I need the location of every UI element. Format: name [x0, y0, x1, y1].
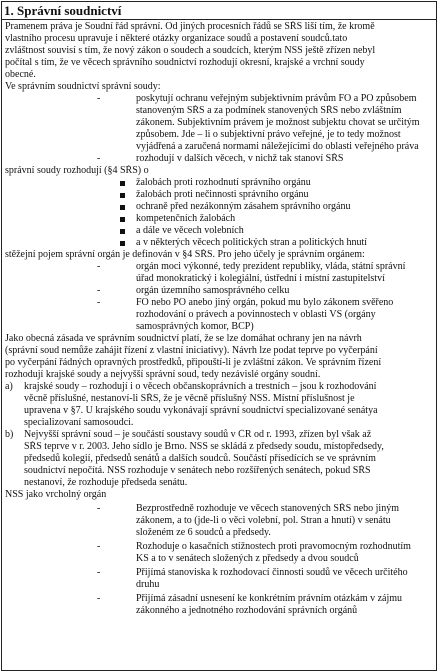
list-dash: - — [97, 593, 101, 604]
lettered-item-line: soudnictví nepočítá. NSS rozhoduje v senátech nebo rozšířených senátech, pokud SŘS — [24, 465, 371, 476]
section-heading: správní soudy rozhodují (§4 SŘS) o — [5, 165, 149, 176]
document-title: 1. Správní soudnictví — [4, 3, 122, 18]
list-dash: - — [97, 567, 101, 578]
paragraph-line: rozhodují krajské soudy a nejvyšší správní soud, tedy nezávislé orgány soudní. — [5, 369, 321, 380]
lettered-item-line: předsedů kolegií, předsedů senátů a dalších soudců. Součástí přísedících se ve správním — [24, 453, 376, 464]
list-item-line: KS a to v senátech složených z předsedy a dvou soudců — [136, 553, 359, 564]
paragraph-line: Jako obecná zásada ve správním soudnictví platí, že se lze domáhat ochrany jen na návrh — [5, 333, 362, 344]
intro-line: zvláštnost souvisí s tím, že nový zákon o soudech a soudcích, kterým NSS ještě zřízen nebyl — [5, 45, 376, 56]
list-item-line: kompetenčních žalobách — [136, 213, 236, 224]
intro-line: Pramenem práva je Soudní řád správní. Od jiných procesních řádů se SŘS liší tím, že kromě — [5, 21, 375, 32]
square-bullet-icon — [120, 193, 125, 198]
list-dash: - — [97, 261, 101, 272]
intro-line: počítal s tím, že ve věcech správního soudnictví rozhodují okresní, krajské a vrchní soudy — [5, 57, 365, 68]
lettered-item-line: upravena v §7. U krajského soudu vykonávají správní soudnictví specializované senátya — [24, 405, 378, 416]
section-heading: stěžejní pojem správní orgán je definován v §4 SŘS. Pro jeho účely je správním orgánem: — [5, 249, 365, 260]
list-dash: - — [97, 503, 101, 514]
square-bullet-icon — [120, 217, 125, 222]
list-item-line: složeném ze 6 soudců a předsedy. — [136, 527, 271, 538]
section-heading: NSS jako vrcholný orgán — [5, 489, 107, 500]
list-letter-marker: a) — [5, 381, 13, 392]
paragraph-line: (správní soud nemůže zahájit řízení z vlastní iniciativy). Návrh lze podat teprve po vyčerpání — [5, 345, 378, 356]
title-divider — [2, 19, 436, 20]
list-item-line: orgán územního samosprávného celku — [136, 285, 290, 296]
list-item-line: druhu — [136, 579, 160, 590]
list-dash: - — [97, 93, 101, 104]
list-item-line: a v některých věcech politických stran a politických hnutí — [136, 237, 368, 248]
list-item-line: samosprávných komor, BCP) — [136, 321, 254, 332]
list-item-line: Rozhoduje o kasačních stížnostech proti pravomocným rozhodnutím — [136, 541, 411, 552]
list-item-line: zákonem, a to (jde-li o věci volební, pol. Stran a hnutí) v senátu — [136, 515, 391, 526]
list-item-line: FO nebo PO anebo jiný orgán, pokud mu bylo zákonem svěřeno — [136, 297, 394, 308]
lettered-item-line: specializovaní samosoudci. — [24, 417, 134, 428]
lettered-item-line: krajské soudy – rozhodují i o věcech občanskoprávních a trestních – jsou k rozhodování — [24, 381, 377, 392]
list-item-line: způsobem. Jde – li o subjektivní právo veřejné, je to tedy možnost — [136, 129, 401, 140]
square-bullet-icon — [120, 229, 125, 234]
list-item-line: rozhodování o právech a povinnostech v oblasti VS (orgány — [136, 309, 376, 320]
list-item-line: Bezprostředně rozhoduje ve věcech stanovených SŘS nebo jiným — [136, 503, 399, 514]
list-item-line: žalobách proti rozhodnutí správního orgánu — [136, 177, 311, 188]
document-page — [1, 1, 437, 671]
list-dash: - — [97, 541, 101, 552]
lettered-item-line: nestanoví, že rozhoduje předseda senátu. — [24, 477, 188, 488]
section-heading: Ve správním soudnictví správní soudy: — [5, 81, 161, 92]
list-item-line: zákonného a jednotného rozhodování správních orgánů — [136, 605, 358, 616]
list-item-line: rozhodují v dalších věcech, v nichž tak stanoví SŘS — [136, 153, 344, 164]
list-item-line: Přijímá stanoviska k rozhodovací činnosti soudů ve věcech určitého — [136, 567, 408, 578]
list-item-line: žalobách proti nečinnosti správního orgánu — [136, 189, 309, 200]
square-bullet-icon — [120, 241, 125, 246]
list-dash: - — [97, 285, 101, 296]
list-item-line: a dále ve věcech volebních — [136, 225, 244, 236]
list-item-line: orgán moci výkonné, tedy prezident republiky, vláda, státní správní — [136, 261, 406, 272]
list-item-line: úřad monokratický i kolegiální, ústřední i místní zastupitelství — [136, 273, 385, 284]
list-item-line: Přijímá zásadní usnesení ke konkrétním právním otázkám v zájmu — [136, 593, 403, 604]
list-dash: - — [97, 297, 101, 308]
list-item-line: zákonem. Subjektivním právem je možnost subjektu chovat se určitým — [136, 117, 420, 128]
intro-line: obecné. — [5, 69, 36, 80]
square-bullet-icon — [120, 205, 125, 210]
list-item-line: vyjádřená a zaručená normami náležejícími do oblasti veřejného práva — [136, 141, 419, 152]
list-dash: - — [97, 153, 101, 164]
lettered-item-line: Nejvyšší správní soud – je součástí soustavy soudů v ČR od r. 1993, zřízen byl však až — [24, 429, 372, 440]
lettered-item-line: věcně příslušné, nestanoví-li SŘS, že je věcně příslušný NSS. Místní příslušnost je — [24, 393, 355, 404]
list-item-line: stanoveným SŘS a za podmínek stanovených SŘS nebo zvláštním — [136, 105, 402, 116]
square-bullet-icon — [120, 181, 125, 186]
intro-line: vlastního procesu upravuje i některé otázky organizace soudů a postavení soudců.tato — [5, 33, 348, 44]
list-letter-marker: b) — [5, 429, 14, 440]
paragraph-line: po vyčerpání řádných opravných prostředků, připouští-li je zvláštní zákon. Ve správním řízení — [5, 357, 382, 368]
list-item-line: ochraně před nezákonným zásahem správního orgánu — [136, 201, 351, 212]
lettered-item-line: SŘS teprve v r. 2003. Jeho sídlo je Brno. NSS se skládá z předsedy soudu, místopředsedy, — [24, 441, 384, 452]
list-item-line: poskytují ochranu veřejným subjektivním právům FO a PO způsobem — [136, 93, 417, 104]
